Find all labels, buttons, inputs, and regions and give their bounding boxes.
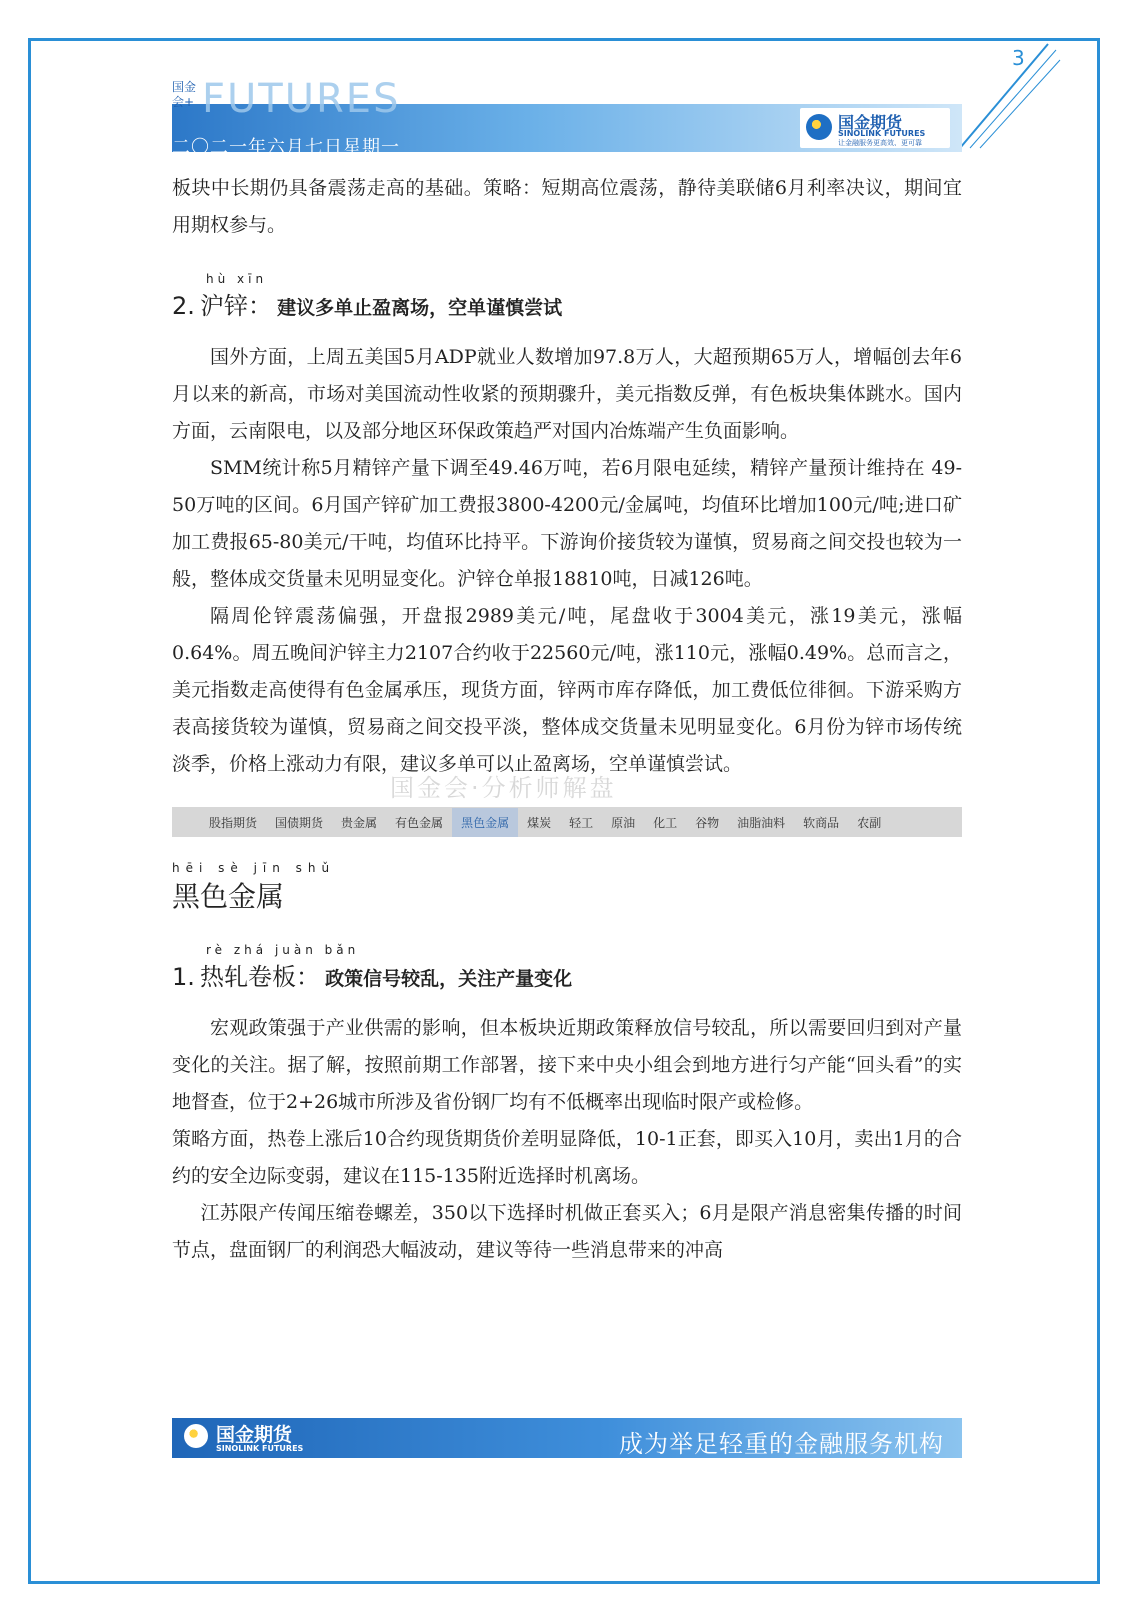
document-body (172, 170, 962, 1269)
nav-item[interactable]: 谷物 (695, 815, 720, 830)
footer-banner (172, 1418, 962, 1458)
nav-item[interactable]: 有色金属 (395, 815, 444, 830)
section-subtitle: 政策信号较乱，关注产量变化 (325, 968, 573, 990)
nav-item[interactable]: 贵金属 (341, 815, 378, 830)
nav-item-active[interactable]: 黑色金属 (452, 808, 518, 837)
section-title: 沪锌： (200, 292, 272, 320)
page-number: 3 (1012, 46, 1025, 70)
header-logo-cn: 国金期货 (838, 113, 903, 132)
header-date: 二〇二一年六月七日星期一 (172, 137, 400, 158)
header-logo-en: SINOLINK FUTURES (838, 129, 926, 138)
section-title: 黑色金属 (172, 880, 285, 913)
header-futures-text: FUTURES (202, 76, 401, 122)
pinyin: hēi sè jīn shǔ (172, 861, 336, 875)
pinyin: hù xīn (206, 272, 268, 286)
section-subtitle: 建议多单止盈离场，空单谨慎尝试 (277, 297, 563, 319)
paragraph: SMM统计称5月精锌产量下调至49.46万吨，若6月限电延续，精锌产量预计维持在 49- 50万吨的区间。6月国产锌矿加工费报3800-4200元/金属吨，均值环比增加100元/吨;进口矿加工费报65-80美元/干吨，均值环比持平。下游询价接货较为谨慎，贸易商之间交投也较为一般，整体成交货量未见明显变化。沪锌仓单报18810吨，日减126吨。 (172, 457, 962, 590)
nav-item[interactable]: 化工 (653, 815, 678, 830)
section-heading-zinc (172, 272, 962, 321)
pinyin: rè zhá juàn bǎn (206, 943, 360, 957)
nav-item[interactable]: 软商品 (803, 815, 840, 830)
intro-paragraph: 板块中长期仍具备震荡走高的基础。策略：短期高位震荡，静待美联储6月利率决议，期间宜用期权参与。 (172, 177, 962, 236)
paragraph: 策略方面，热卷上涨后10合约现货期货价差明显降低，10-1正套，即买入10月，卖出1月的合约的安全边际变弱，建议在115-135附近选择时机离场。 (172, 1128, 962, 1187)
watermark: 国金会·分析师解盘 (390, 774, 617, 802)
footer-logo-cn: 国金期货 (216, 1424, 293, 1446)
nav-item[interactable]: 煤炭 (527, 815, 552, 830)
footer-slogan: 成为举足轻重的金融服务机构 (619, 1430, 944, 1458)
nav-item[interactable]: 原油 (611, 815, 636, 830)
nav-item[interactable]: 轻工 (569, 815, 594, 830)
nav-item[interactable]: 国债期货 (275, 815, 324, 830)
paragraph: 隔周伦锌震荡偏强，开盘报2989美元/吨，尾盘收于3004美元，涨19美元，涨幅0.64%。周五晚间沪锌主力2107合约收于22560元/吨，涨110元，涨幅0.49%。总而言之，美元指数走高使得有色金属承压，现货方面，锌两市库存降低，加工费低位徘徊。下游采购方表高接货较为谨慎，贸易商之间交投平淡，整体成交货量未见明显变化。6月份为锌市场传统淡季，价格上涨动力有限，建议多单可以止盈离场，空单谨慎尝试。 (172, 605, 962, 775)
commodity-nav (172, 807, 962, 837)
header-logo-slogan: 让金融服务更高效、更可靠 (838, 139, 922, 147)
section-title: 热轧卷板： (200, 963, 320, 991)
header-small-text: 国金 会+ (172, 80, 197, 109)
paragraph: 江苏限产传闻压缩卷螺差，350以下选择时机做正套买入；6月是限产消息密集传播的时间节点，盘面钢厂的利润恐大幅波动，建议等待一些消息带来的冲高 (172, 1202, 962, 1261)
paragraph: 宏观政策强于产业供需的影响，但本板块近期政策释放信号较乱，所以需要回归到对产量变化的关注。据了解，按照前期工作部署，接下来中央小组会到地方进行匀产能“回头看”的实地督查，位于2+26城市所涉及省份钢厂均有不低概率出现临时限产或检修。 (172, 1017, 962, 1113)
corner-decoration (960, 40, 1070, 150)
nav-item[interactable]: 油脂油料 (737, 815, 786, 830)
footer-logo-en: SINOLINK FUTURES (216, 1444, 304, 1453)
section-number: 2. (172, 292, 195, 320)
header-logo (800, 108, 950, 148)
nav-item[interactable]: 股指期货 (209, 815, 258, 830)
nav-item[interactable]: 农副 (857, 815, 882, 830)
section-heading-ferrous (172, 861, 962, 915)
sinolink-logo-icon (184, 1424, 208, 1448)
section-heading-hrc (172, 943, 962, 992)
sinolink-logo-icon (806, 114, 832, 140)
section-number: 1. (172, 963, 195, 991)
paragraph: 国外方面，上周五美国5月ADP就业人数增加97.8万人，大超预期65万人，增幅创去年6月以来的新高，市场对美国流动性收紧的预期骤升，美元指数反弹，有色板块集体跳水。国内方面，云南限电，以及部分地区环保政策趋严对国内冶炼端产生负面影响。 (172, 346, 962, 442)
